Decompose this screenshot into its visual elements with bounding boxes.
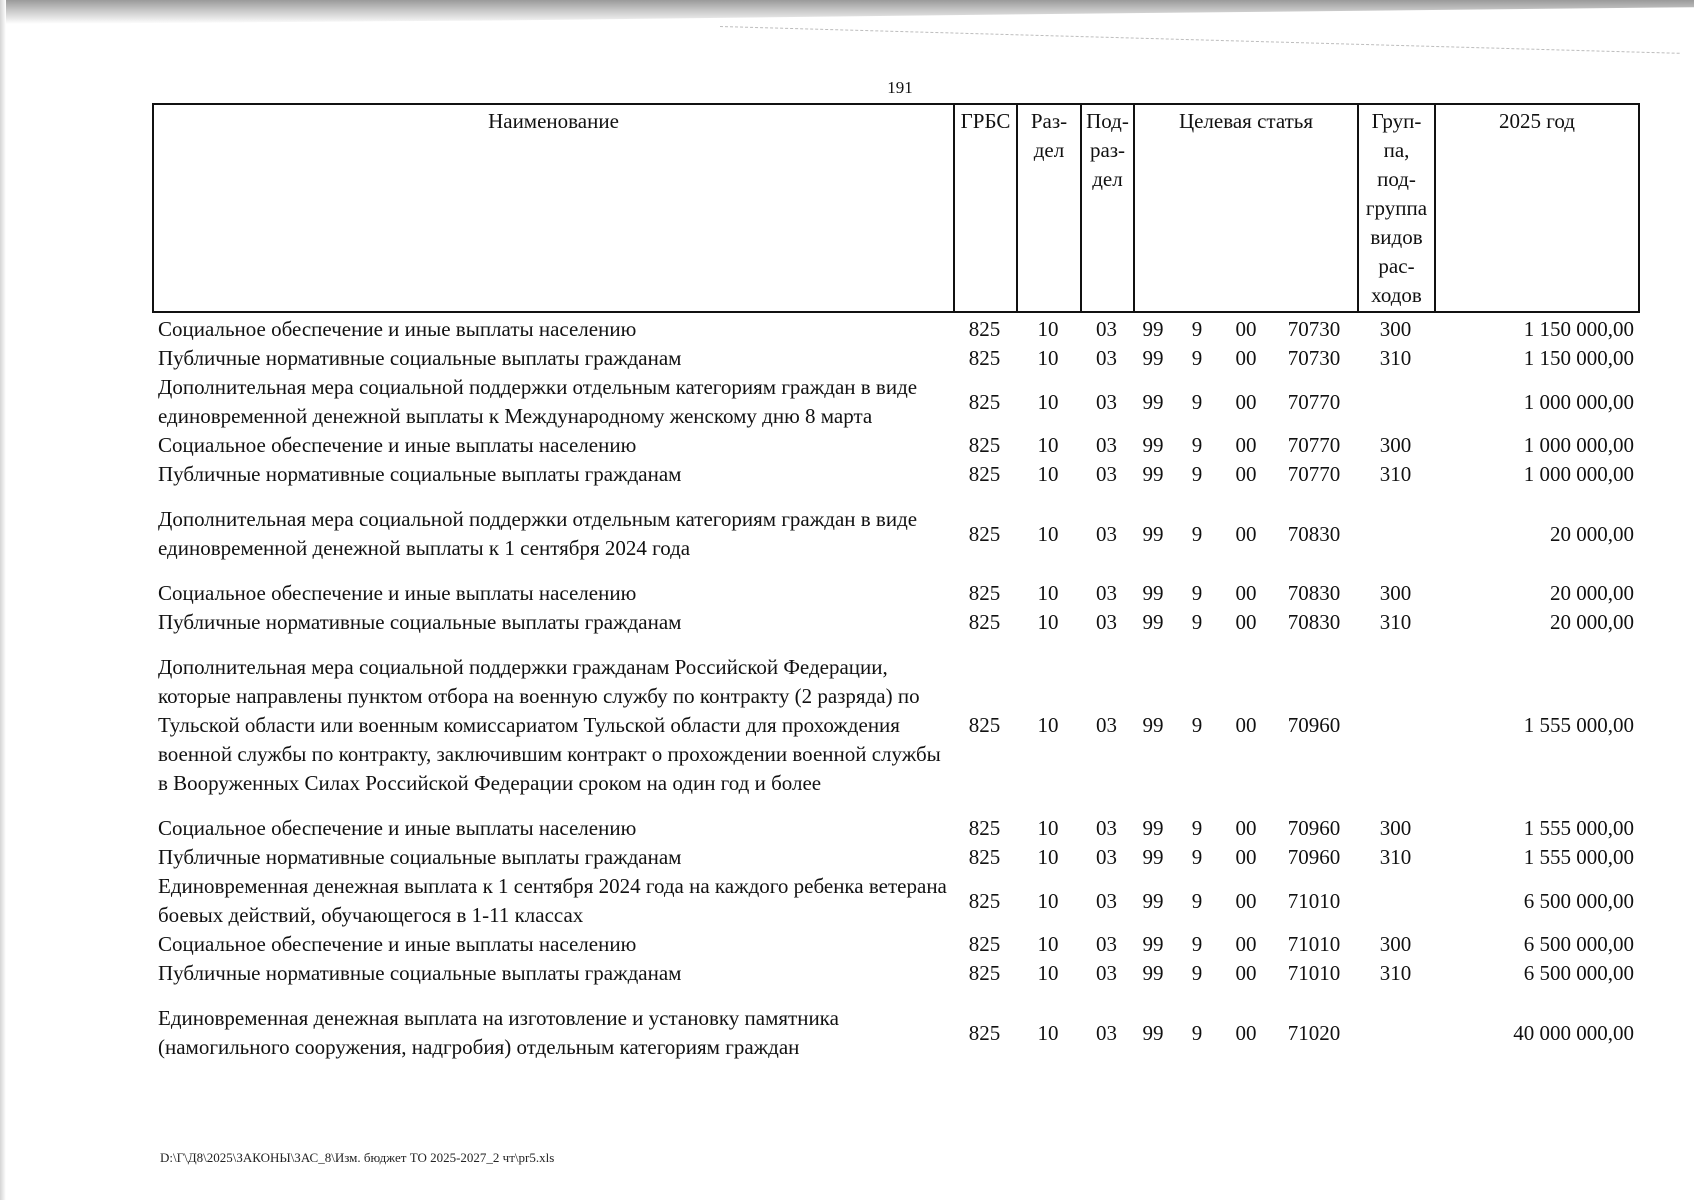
row-razdel: 10: [1037, 433, 1059, 457]
table-row: [152, 315, 1640, 344]
row-target-subprogram: 9: [1191, 521, 1203, 546]
row-target-code: 70730: [1287, 317, 1341, 341]
row-amount: 1 000 000,00: [1523, 462, 1634, 486]
row-podrazdel: 03: [1096, 581, 1117, 605]
row-target-program: 99: [1142, 932, 1164, 956]
row-name: Единовременная денежная выплата к 1 сентября 2024 года на каждого ребенка ветерана боевых действий, обучающегося в 1-11 классах: [158, 874, 947, 927]
row-target-code: 70830: [1287, 521, 1341, 546]
table-row: [152, 959, 1640, 988]
row-target-direction: 00: [1235, 346, 1257, 370]
row-target-subprogram: 9: [1191, 845, 1203, 869]
row-razdel: 10: [1037, 888, 1059, 913]
row-target-subprogram: 9: [1191, 961, 1203, 985]
table-row: [152, 431, 1640, 460]
row-amount: 20 000,00: [1550, 581, 1634, 605]
row-target-code: 70770: [1287, 433, 1341, 457]
row-group: 300: [1379, 816, 1412, 840]
row-grbs: 825: [968, 462, 1001, 486]
row-name: Публичные нормативные социальные выплаты гражданам: [158, 610, 682, 634]
row-target-program: 99: [1142, 521, 1164, 546]
footer-file-path: D:\Г\Д8\2025\ЗАКОНЫ\ЗАС_8\Изм. бюджет ТО 2025-2027_2 чт\pr5.xls: [160, 1150, 555, 1165]
row-amount: 1 150 000,00: [1523, 346, 1634, 370]
row-target-program: 99: [1142, 389, 1164, 414]
header-podrazdel: [1082, 105, 1135, 311]
row-razdel: 10: [1037, 961, 1059, 985]
scan-artifact-line: [720, 26, 1680, 54]
row-group: 300: [1379, 317, 1412, 341]
row-target-program: 99: [1142, 845, 1164, 869]
row-name: Публичные нормативные социальные выплаты гражданам: [158, 845, 682, 869]
row-razdel: 10: [1037, 845, 1059, 869]
row-name: Публичные нормативные социальные выплаты гражданам: [158, 961, 682, 985]
table-row: [152, 608, 1640, 637]
row-grbs: 825: [968, 816, 1001, 840]
row-grbs: 825: [968, 581, 1001, 605]
row-target-subprogram: 9: [1191, 713, 1203, 737]
row-target-direction: 00: [1235, 713, 1257, 737]
row-target-direction: 00: [1235, 521, 1257, 546]
table-row: [152, 460, 1640, 489]
row-target-direction: 00: [1235, 845, 1257, 869]
row-name: Социальное обеспечение и иные выплаты населению: [158, 816, 637, 840]
row-podrazdel: 03: [1096, 346, 1117, 370]
row-podrazdel: 03: [1096, 389, 1117, 414]
row-podrazdel: 03: [1096, 961, 1117, 985]
table-row: [152, 373, 1640, 431]
table-row: [152, 505, 1640, 563]
row-target-direction: 00: [1235, 816, 1257, 840]
row-razdel: 10: [1037, 346, 1059, 370]
row-target-program: 99: [1142, 610, 1164, 634]
row-target-subprogram: 9: [1191, 346, 1203, 370]
row-amount: 1 000 000,00: [1523, 389, 1634, 414]
row-target-program: 99: [1142, 713, 1164, 737]
header-group-line: ходов: [1371, 283, 1422, 307]
row-target-subprogram: 9: [1191, 462, 1203, 486]
row-target-subprogram: 9: [1191, 932, 1203, 956]
row-target-code: 71010: [1287, 888, 1341, 913]
row-podrazdel: 03: [1096, 433, 1117, 457]
header-group-line: видов: [1370, 225, 1423, 249]
table-row: [152, 653, 1640, 798]
row-group: 300: [1379, 932, 1412, 956]
header-grbs: ГРБС: [955, 105, 1018, 311]
row-name: Дополнительная мера социальной поддержки гражданам Российской Федерации, которые направлены пунктом отбора на военную службу по контракту (2 разряда) по Тульской области или военным комиссариатом Тульской области для прохождения военной службы по контракту, заключившим контракт о прохождении военной службы в Вооруженных Силах Российской Федерации сроком на один год и более: [158, 655, 941, 795]
row-name: Социальное обеспечение и иные выплаты населению: [158, 433, 637, 457]
row-target-code: 70830: [1287, 581, 1341, 605]
row-amount: 6 500 000,00: [1523, 961, 1634, 985]
row-name: Социальное обеспечение и иные выплаты населению: [158, 581, 637, 605]
row-group: 300: [1379, 433, 1412, 457]
row-target-subprogram: 9: [1191, 610, 1203, 634]
table-row: [152, 1004, 1640, 1062]
row-target-code: 71010: [1287, 932, 1341, 956]
header-group-line: группа: [1365, 196, 1428, 220]
header-group-line: па,: [1383, 138, 1410, 162]
table-row: [152, 872, 1640, 930]
header-razdel: [1018, 105, 1082, 311]
row-group: 310: [1379, 462, 1412, 486]
row-target-program: 99: [1142, 433, 1164, 457]
row-amount: 1 555 000,00: [1523, 845, 1634, 869]
row-podrazdel: 03: [1096, 932, 1117, 956]
row-podrazdel: 03: [1096, 610, 1117, 634]
row-name: Дополнительная мера социальной поддержки отдельным категориям граждан в виде единовременной денежной выплаты к 1 сентября 2024 года: [158, 507, 918, 560]
row-grbs: 825: [968, 932, 1001, 956]
row-amount: 1 555 000,00: [1523, 816, 1634, 840]
row-target-program: 99: [1142, 317, 1164, 341]
scan-left-edge: [0, 0, 6, 1200]
header-group: [1359, 105, 1436, 311]
row-podrazdel: 03: [1096, 845, 1117, 869]
row-name: Социальное обеспечение и иные выплаты населению: [158, 932, 637, 956]
table-body: [152, 315, 1640, 1062]
row-target-direction: 00: [1235, 961, 1257, 985]
row-target-subprogram: 9: [1191, 1020, 1203, 1045]
table-row: [152, 843, 1640, 872]
table-row: [152, 814, 1640, 843]
row-razdel: 10: [1037, 581, 1059, 605]
row-name: Публичные нормативные социальные выплаты гражданам: [158, 462, 682, 486]
row-podrazdel: 03: [1096, 816, 1117, 840]
row-grbs: 825: [968, 346, 1001, 370]
row-target-code: 70960: [1287, 845, 1341, 869]
row-razdel: 10: [1037, 1020, 1059, 1045]
row-amount: 6 500 000,00: [1523, 888, 1634, 913]
row-target-direction: 00: [1235, 389, 1257, 414]
row-target-program: 99: [1142, 462, 1164, 486]
row-grbs: 825: [968, 713, 1001, 737]
header-target: Целевая статья: [1135, 105, 1359, 311]
row-grbs: 825: [968, 610, 1001, 634]
row-target-code: 70960: [1287, 713, 1341, 737]
row-target-subprogram: 9: [1191, 317, 1203, 341]
row-target-direction: 00: [1235, 888, 1257, 913]
row-name: Публичные нормативные социальные выплаты гражданам: [158, 346, 682, 370]
row-razdel: 10: [1037, 389, 1059, 414]
header-group-line: под-: [1377, 167, 1416, 191]
row-target-direction: 00: [1235, 581, 1257, 605]
row-target-program: 99: [1142, 581, 1164, 605]
table-row: [152, 344, 1640, 373]
row-razdel: 10: [1037, 610, 1059, 634]
row-target-program: 99: [1142, 816, 1164, 840]
row-amount: 20 000,00: [1550, 610, 1634, 634]
row-amount: 1 000 000,00: [1523, 433, 1634, 457]
row-amount: 1 150 000,00: [1523, 317, 1634, 341]
row-razdel: 10: [1037, 713, 1059, 737]
row-target-program: 99: [1142, 961, 1164, 985]
row-razdel: 10: [1037, 521, 1059, 546]
row-target-direction: 00: [1235, 317, 1257, 341]
row-target-code: 70960: [1287, 816, 1341, 840]
table-header: [152, 103, 1640, 313]
row-group: 310: [1379, 961, 1412, 985]
row-target-code: 71010: [1287, 961, 1341, 985]
row-podrazdel: 03: [1096, 317, 1117, 341]
header-group-line: рас-: [1378, 254, 1415, 278]
row-target-subprogram: 9: [1191, 581, 1203, 605]
table-row: [152, 579, 1640, 608]
row-amount: 6 500 000,00: [1523, 932, 1634, 956]
row-razdel: 10: [1037, 932, 1059, 956]
row-target-subprogram: 9: [1191, 816, 1203, 840]
row-razdel: 10: [1037, 462, 1059, 486]
row-target-subprogram: 9: [1191, 433, 1203, 457]
header-podrazdel-line: раз-: [1089, 138, 1126, 162]
row-target-direction: 00: [1235, 1020, 1257, 1045]
page-number: 191: [887, 78, 913, 97]
row-target-code: 70730: [1287, 346, 1341, 370]
row-grbs: 825: [968, 317, 1001, 341]
scan-shadow: [0, 0, 1694, 24]
row-target-code: 71020: [1287, 1020, 1341, 1045]
row-podrazdel: 03: [1096, 462, 1117, 486]
row-target-direction: 00: [1235, 462, 1257, 486]
row-grbs: 825: [968, 888, 1001, 913]
row-target-program: 99: [1142, 888, 1164, 913]
row-target-subprogram: 9: [1191, 888, 1203, 913]
row-amount: 40 000 000,00: [1513, 1020, 1634, 1045]
row-podrazdel: 03: [1096, 1020, 1117, 1045]
row-razdel: 10: [1037, 816, 1059, 840]
row-grbs: 825: [968, 845, 1001, 869]
row-amount: 20 000,00: [1550, 521, 1634, 546]
row-target-direction: 00: [1235, 433, 1257, 457]
row-name: Дополнительная мера социальной поддержки отдельным категориям граждан в виде единовременной денежной выплаты к Международному женскому дню 8 марта: [158, 375, 918, 428]
row-group: 300: [1379, 581, 1412, 605]
row-podrazdel: 03: [1096, 888, 1117, 913]
row-group: 310: [1379, 610, 1412, 634]
header-razdel-line: дел: [1033, 138, 1065, 162]
row-target-direction: 00: [1235, 932, 1257, 956]
row-grbs: 825: [968, 389, 1001, 414]
row-name: Единовременная денежная выплата на изготовление и установку памятника (намогильного сооружения, надгробия) отдельным категориям граждан: [158, 1006, 839, 1059]
header-podrazdel-line: дел: [1092, 167, 1123, 191]
row-podrazdel: 03: [1096, 521, 1117, 546]
row-group: 310: [1379, 845, 1412, 869]
header-razdel-line: Раз-: [1030, 109, 1068, 133]
header-podrazdel-line: Под-: [1086, 109, 1129, 133]
header-year: 2025 год: [1499, 109, 1575, 133]
row-grbs: 825: [968, 521, 1001, 546]
row-target-direction: 00: [1235, 610, 1257, 634]
row-target-code: 70830: [1287, 610, 1341, 634]
row-target-code: 70770: [1287, 389, 1341, 414]
header-group-line: Груп-: [1371, 109, 1422, 133]
row-razdel: 10: [1037, 317, 1059, 341]
row-name: Социальное обеспечение и иные выплаты населению: [158, 317, 637, 341]
header-name: Наименование: [154, 105, 955, 311]
row-target-subprogram: 9: [1191, 389, 1203, 414]
row-grbs: 825: [968, 1020, 1001, 1045]
table-row: [152, 930, 1640, 959]
row-target-code: 70770: [1287, 462, 1341, 486]
row-grbs: 825: [968, 961, 1001, 985]
row-target-program: 99: [1142, 346, 1164, 370]
row-podrazdel: 03: [1096, 713, 1117, 737]
row-grbs: 825: [968, 433, 1001, 457]
row-group: 310: [1379, 346, 1412, 370]
row-target-program: 99: [1142, 1020, 1164, 1045]
row-amount: 1 555 000,00: [1523, 713, 1634, 737]
